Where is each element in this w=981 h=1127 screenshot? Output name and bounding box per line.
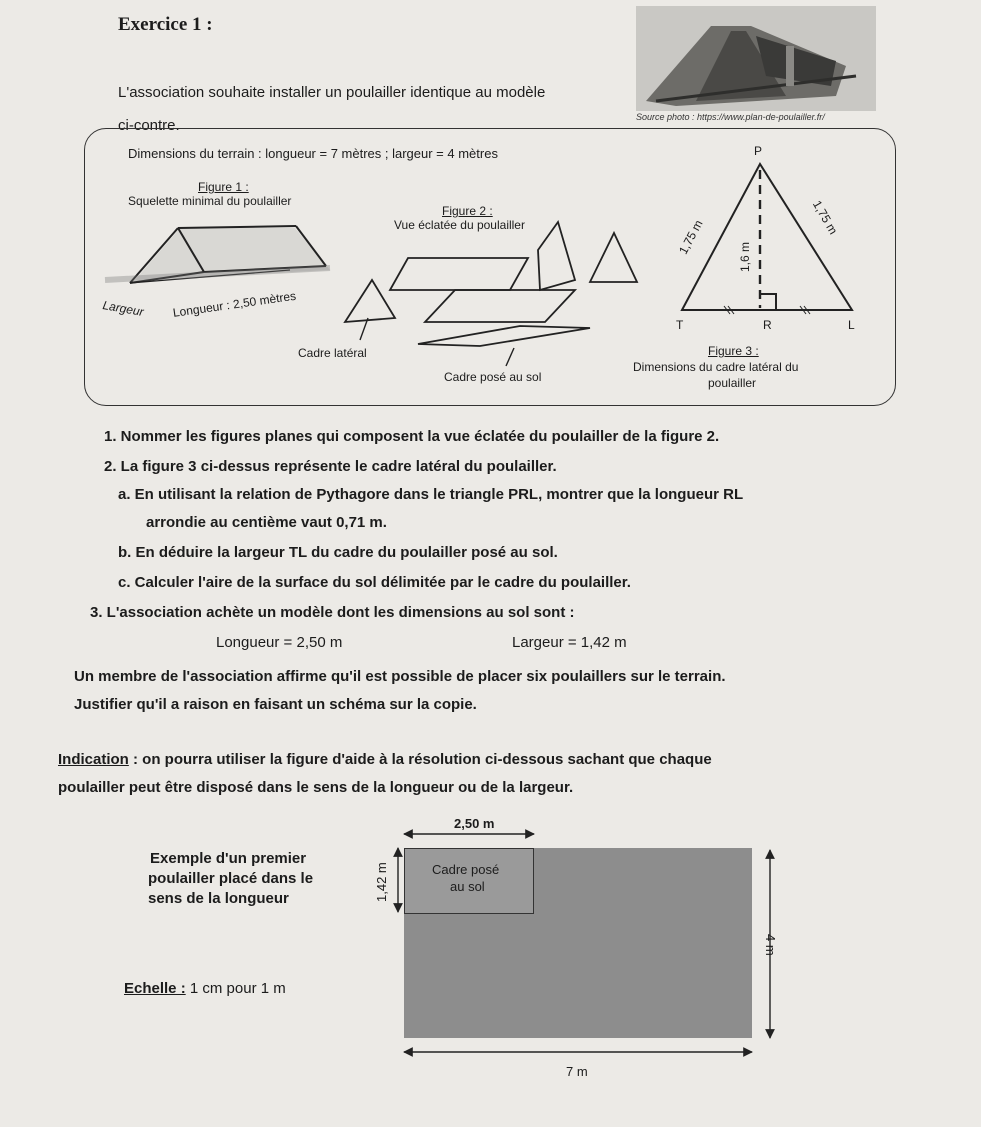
fig3-caption-1: Dimensions du cadre latéral du <box>633 360 799 374</box>
justify-text: Justifier qu'il a raison en faisant un schéma sur la copie. <box>74 696 477 713</box>
fig1-title: Figure 1 : <box>198 180 249 194</box>
example-line-1: Exemple d'un premier <box>150 850 307 867</box>
fig1-longueur: Longueur : 2,50 mètres <box>172 288 297 320</box>
scale-value: 1 cm pour 1 m <box>185 980 286 997</box>
question-2: 2. La figure 3 ci-dessus représente le cadre latéral du poulailler. <box>104 458 557 475</box>
fig3-vertex-l: L <box>848 318 855 332</box>
fig3-vertex-t: T <box>676 318 684 332</box>
question-1: 1. Nommer les figures planes qui composent la vue éclatée du poulailler de la figure 2. <box>104 428 720 445</box>
indication-line-2: poulailler peut être disposé dans le sens de la longueur ou de la largeur. <box>58 779 574 796</box>
indication-text: : on pourra utiliser la figure d'aide à la résolution ci-dessous sachant que chaque <box>128 751 712 768</box>
fig2-title: Figure 2 : <box>442 204 493 218</box>
fig2-subtitle: Vue éclatée du poulailler <box>394 218 525 232</box>
fig3-side-left: 1,75 m <box>676 217 706 257</box>
fig1-cadre-lateral: Cadre latéral <box>298 346 367 360</box>
left-dimension: 1,42 m <box>374 862 389 902</box>
intro-line-2: ci-contre. <box>118 117 180 134</box>
indication-label: Indication <box>58 751 129 768</box>
question-2a-line-1: a. En utilisant la relation de Pythagore dans le triangle PRL, montrer que la longueur RL <box>118 486 744 503</box>
question-2c: c. Calculer l'aire de la surface du sol délimitée par le cadre du poulailler. <box>118 574 631 591</box>
intro-line-1: L'association souhaite installer un poulailler identique au modèle <box>118 84 546 101</box>
terrain-dimensions: Dimensions du terrain : longueur = 7 mètres ; largeur = 4 mètres <box>128 146 498 161</box>
cadre-label-1: Cadre posé <box>432 862 500 877</box>
claim-text: Un membre de l'association affirme qu'il est possible de placer six poulaillers sur le terrain. <box>74 668 726 685</box>
right-dimension: 4 m <box>763 934 778 956</box>
fig1-subtitle: Squelette minimal du poulailler <box>128 194 292 208</box>
largeur-value: Largeur = 1,42 m <box>512 634 627 651</box>
scale-label: Echelle : <box>124 980 186 997</box>
example-line-3: sens de la longueur <box>148 890 289 907</box>
fig3-vertex-r: R <box>763 318 772 332</box>
top-dimension: 2,50 m <box>454 816 495 831</box>
fig3-title: Figure 3 : <box>708 344 759 358</box>
fig1-largeur: Largeur <box>101 298 145 319</box>
photo-source: Source photo : https://www.plan-de-poulailler.fr/ <box>636 112 825 122</box>
fig3-caption-2: poulailler <box>708 376 757 390</box>
cadre-label-2: au sol <box>450 879 485 894</box>
fig3-side-right: 1,75 m <box>809 198 841 237</box>
exercise-title: Exercice 1 : <box>118 14 213 35</box>
fig2-cadre-sol: Cadre posé au sol <box>444 370 542 384</box>
question-2b: b. En déduire la largeur TL du cadre du poulailler posé au sol. <box>118 544 558 561</box>
fig3-height: 1,6 m <box>738 241 752 272</box>
question-3: 3. L'association achète un modèle dont les dimensions au sol sont : <box>90 604 575 621</box>
fig3-vertex-p: P <box>754 144 763 158</box>
longueur-value: Longueur = 2,50 m <box>216 634 343 651</box>
question-2a-line-2: arrondie au centième vaut 0,71 m. <box>146 514 387 531</box>
bottom-dimension: 7 m <box>566 1064 588 1079</box>
example-line-2: poulailler placé dans le <box>148 870 314 887</box>
